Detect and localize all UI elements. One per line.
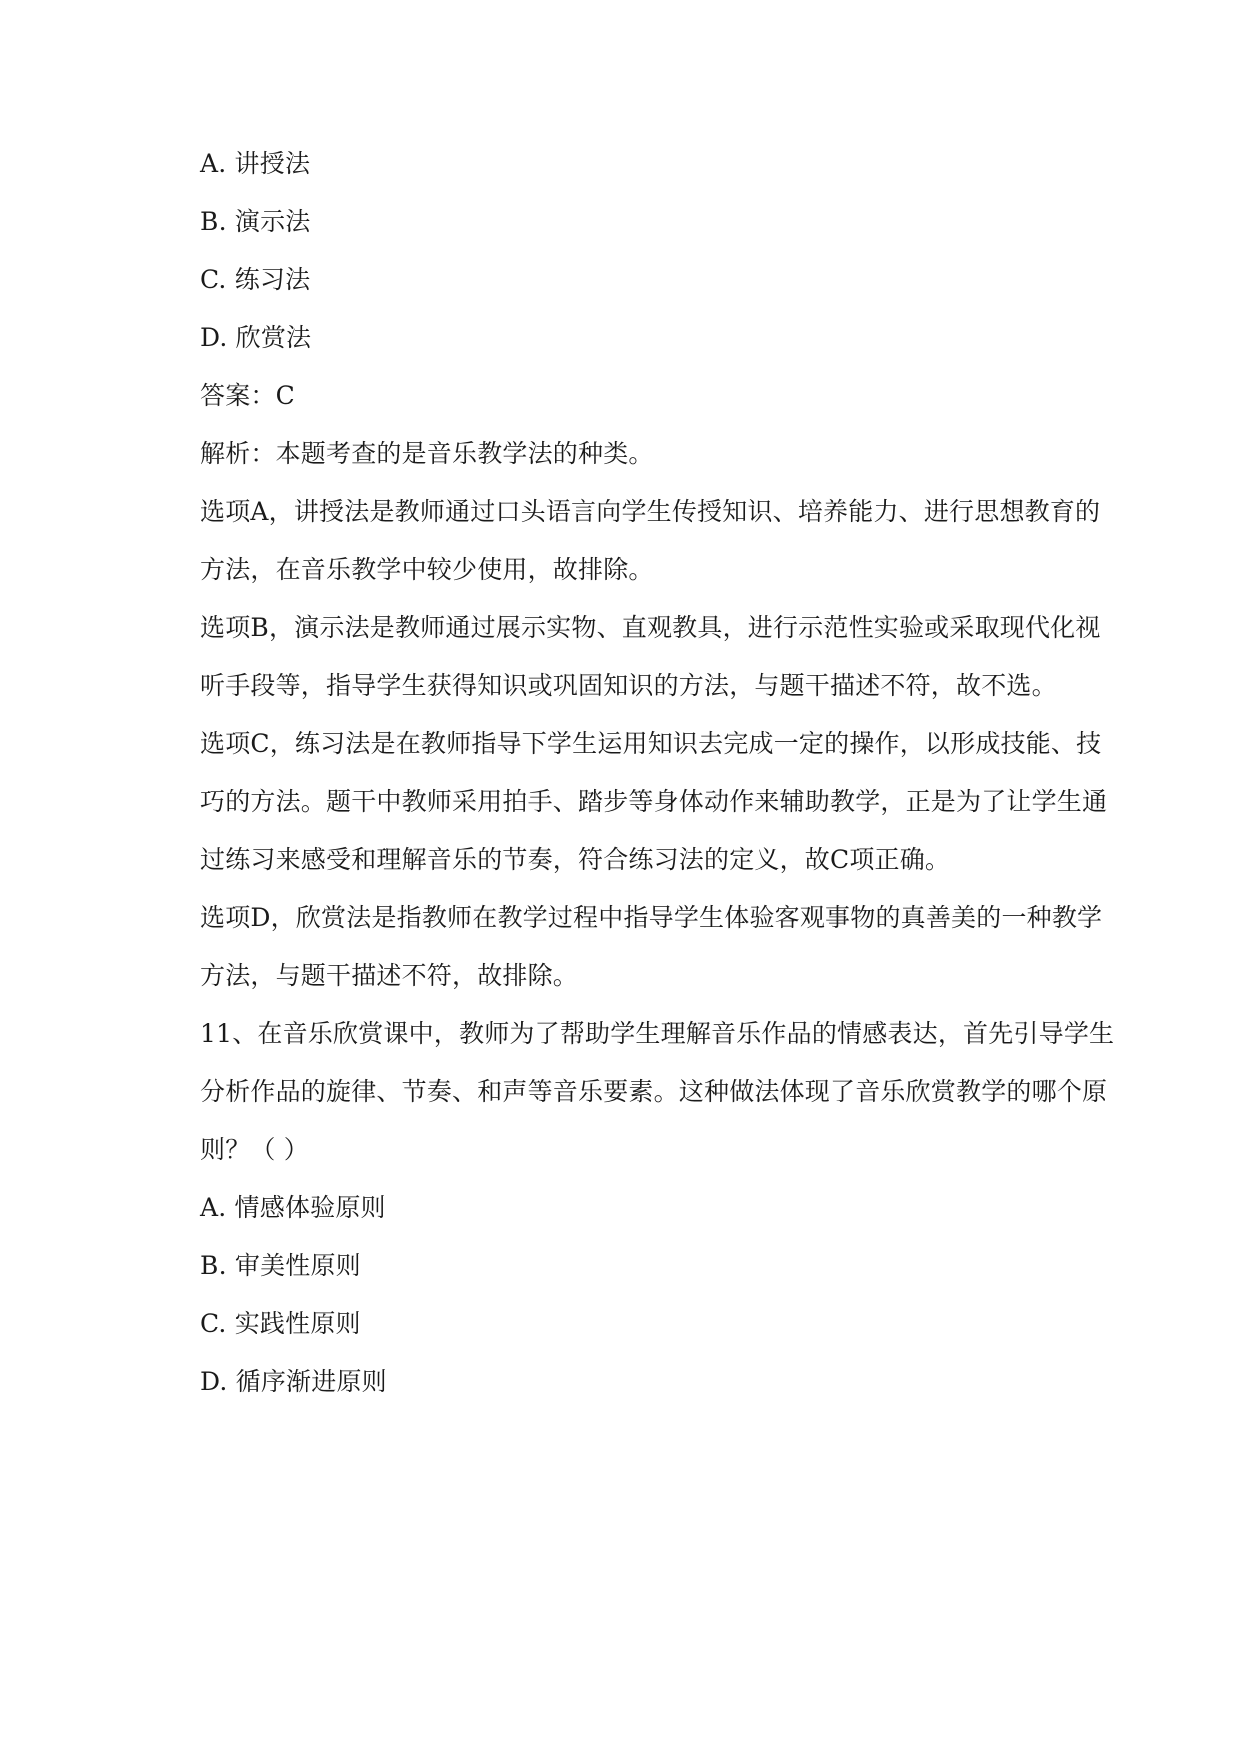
analysis-line: 解析：本题考查的是音乐教学法的种类。	[200, 439, 654, 468]
question-11-option-a: A. 情感体验原则	[200, 1193, 386, 1222]
analysis-option-c-line-2: 巧的方法。题干中教师采用拍手、踏步等身体动作来辅助教学，正是为了让学生通	[200, 787, 1108, 816]
question-11-option-b: B. 审美性原则	[200, 1251, 361, 1280]
analysis-option-b-line-1: 选项B，演示法是教师通过展示实物、直观教具，进行示范性实验或采取现代化视	[200, 613, 1101, 642]
analysis-option-c-line-1: 选项C，练习法是在教师指导下学生运用知识去完成一定的操作，以形成技能、技	[200, 729, 1102, 758]
question-11-line-1: 11、在音乐欣赏课中，教师为了帮助学生理解音乐作品的情感表达，首先引导学生	[200, 1019, 1115, 1048]
analysis-option-d-line-2: 方法，与题干描述不符，故排除。	[200, 961, 579, 990]
analysis-option-a-line-1: 选项A，讲授法是教师通过口头语言向学生传授知识、培养能力、进行思想教育的	[200, 497, 1101, 526]
option-d-text: D. 欣赏法	[200, 323, 312, 352]
question-11-line-2: 分析作品的旋律、节奏、和声等音乐要素。这种做法体现了音乐欣赏教学的哪个原	[200, 1077, 1108, 1106]
analysis-option-a-line-2: 方法，在音乐教学中较少使用，故排除。	[200, 555, 654, 584]
analysis-option-b-line-2: 听手段等，指导学生获得知识或巩固知识的方法，与题干描述不符，故不选。	[200, 671, 1057, 700]
option-b-text: B. 演示法	[200, 207, 311, 236]
question-11-option-d: D. 循序渐进原则	[200, 1367, 387, 1396]
answer-line: 答案：C	[200, 381, 295, 410]
analysis-option-c-line-3: 过练习来感受和理解音乐的节奏，符合练习法的定义，故C项正确。	[200, 845, 951, 874]
option-a-text: A. 讲授法	[200, 149, 311, 178]
analysis-option-d-line-1: 选项D，欣赏法是指教师在教学过程中指导学生体验客观事物的真善美的一种教学	[200, 903, 1103, 932]
question-11-option-c: C. 实践性原则	[200, 1309, 361, 1338]
question-11-line-3: 则？（ ）	[200, 1135, 309, 1164]
option-c-text: C. 练习法	[200, 265, 311, 294]
